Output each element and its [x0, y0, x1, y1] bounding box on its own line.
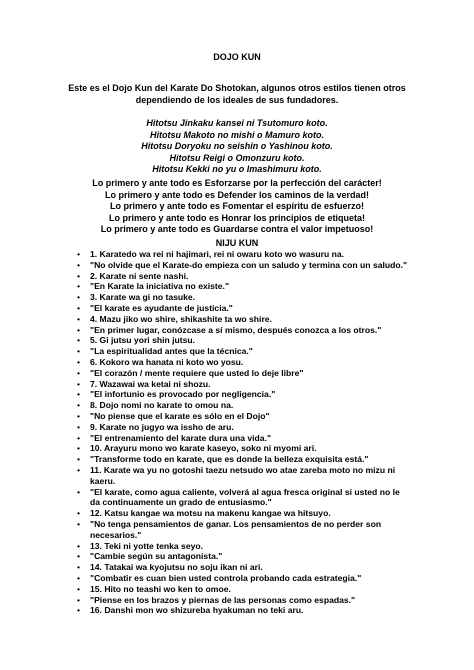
pledge-line: Lo primero y ante todo es Esforzarse por la perfección del carácter!	[92, 178, 382, 188]
dojo-kun-precepts	[60, 118, 414, 176]
bullet-icon: •	[77, 594, 81, 605]
list-item-text: "No piense que el karate es sólo en el Dojo"	[90, 410, 270, 421]
list-item	[77, 378, 410, 390]
list-item-text: 7. Wazawai wa ketai ni shozu.	[90, 378, 211, 389]
bullet-icon: •	[77, 464, 81, 475]
precept-line: Hitotsu Jinkaku kansei ni Tsutomuro koto.	[146, 118, 328, 128]
precept-line: Hitotsu Kekki no yu o Imashimuru koto.	[152, 164, 322, 174]
list-item	[77, 410, 410, 422]
bullet-icon: •	[77, 356, 81, 367]
bullet-icon: •	[77, 486, 81, 497]
bullet-icon: •	[77, 443, 81, 454]
bullet-icon: •	[77, 551, 81, 562]
list-item	[77, 432, 410, 444]
list-item-text: 9. Karate no jugyo wa issho de aru.	[90, 421, 234, 432]
list-item	[77, 572, 410, 584]
list-item-text: 6. Kokoro wa hanata ni koto wo yosu.	[90, 356, 244, 367]
list-item	[77, 389, 410, 400]
bullet-icon: •	[77, 302, 81, 313]
list-item	[77, 443, 410, 454]
list-item	[77, 562, 410, 573]
list-item	[77, 259, 410, 271]
bullet-icon: •	[77, 335, 81, 346]
list-item-text: 12. Katsu kangae wa motsu na makenu kangae wa hitsuyo.	[90, 508, 331, 519]
bullet-icon: •	[77, 583, 81, 594]
bullet-icon: •	[77, 540, 81, 551]
precept-line: Hitotsu Makoto no mishi o Mamuro koto.	[150, 129, 324, 140]
list-item	[77, 583, 410, 595]
list-item	[77, 302, 410, 314]
bullet-icon: •	[77, 378, 81, 389]
bullet-icon: •	[77, 367, 81, 378]
bullet-icon: •	[77, 346, 81, 357]
list-item	[77, 324, 410, 336]
bullet-icon: •	[77, 508, 81, 519]
list-item	[77, 454, 410, 465]
list-item	[77, 464, 410, 487]
bullet-icon: •	[77, 518, 81, 529]
list-item	[77, 335, 410, 346]
list-item-text: "El corazón / mente requiere que usted lo deje libre"	[90, 367, 304, 378]
list-item-text: 3. Karate wa gi no tasuke.	[90, 292, 196, 303]
bullet-icon: •	[77, 421, 81, 432]
bullet-icon: •	[77, 389, 81, 400]
pledge-line: Lo primero y ante todo es Honrar los principios de etiqueta!	[108, 212, 366, 223]
list-item-text: 15. Hito no teashi wo ken to omoe.	[90, 583, 231, 594]
bullet-icon: •	[77, 410, 81, 421]
list-item	[77, 594, 410, 606]
bullet-icon: •	[77, 292, 81, 303]
list-item-text: "No tenga pensamientos de ganar. Los pensamientos de no perder son necesarios."	[90, 518, 382, 540]
list-item	[77, 508, 410, 519]
list-item	[77, 292, 410, 303]
bullet-icon: •	[77, 562, 81, 573]
bullet-icon: •	[77, 259, 81, 270]
list-item-text: "En Karate la iniciativa no existe."	[90, 281, 230, 292]
bullet-icon: •	[77, 400, 81, 411]
pledge-line: Lo primero y ante todo es Fomentar el espíritu de esfuerzo!	[109, 201, 365, 211]
list-item-text: 11. Karate wa yu no gotoshi taezu netsudo wo atae zareba moto no mizu ni kaeru.	[90, 464, 396, 486]
list-item-text: 2. Karate ni sente nashi.	[90, 270, 189, 281]
list-item	[77, 249, 410, 260]
list-item	[77, 281, 410, 292]
list-item-text: "El entrenamiento del karate dura una vida."	[90, 432, 272, 443]
bullet-icon: •	[77, 432, 81, 443]
list-item-text: 8. Dojo nomi no karate to omou na.	[90, 400, 234, 411]
list-item-text: "Cambie según su antagonista."	[90, 551, 223, 562]
list-item	[77, 605, 410, 616]
bullet-icon: •	[77, 324, 81, 335]
list-item-text: "El karate, como agua caliente, volverá al agua fresca original si usted no le da continuamente un grado de entusiasmo."	[90, 486, 400, 508]
bullet-icon: •	[77, 281, 81, 292]
bullet-icon: •	[77, 270, 81, 281]
pledges-block	[40, 178, 434, 236]
list-item-text: "El karate es ayudante de justicia."	[90, 302, 233, 313]
list-item	[77, 356, 410, 368]
intro-line: Este es el Dojo Kun del Karate Do Shotokan, algunos otros estilos tienen otros	[68, 83, 406, 93]
precept-line: Hitotsu Doryoku no seishin o Yashinou koto.	[141, 141, 333, 151]
pledge-line: Lo primero y ante todo es Defender los caminos de la verdad!	[104, 189, 370, 200]
pledge-line: Lo primero y ante todo es Guardarse contra el valor impetuoso!	[100, 224, 374, 234]
list-item	[77, 346, 410, 357]
list-item-text: "La espiritualidad antes que la técnica."	[90, 346, 253, 357]
bullet-icon: •	[77, 249, 81, 259]
list-item	[77, 518, 410, 541]
list-item	[77, 486, 410, 509]
intro-paragraph	[60, 83, 414, 106]
list-item	[77, 551, 410, 562]
bullet-icon: •	[77, 572, 81, 583]
list-item	[77, 540, 410, 552]
list-item-text: 14. Tatakai wa kyojutsu no soju ikan ni ari.	[90, 562, 263, 573]
precept-line: Hitotsu Reigi o Omonzuru koto.	[169, 152, 305, 163]
bullet-icon: •	[77, 605, 81, 616]
list-item	[77, 367, 410, 379]
list-item-text: 10. Arayuru mono wo karate kaseyo, soko ni myomi ari.	[90, 443, 317, 454]
intro-line: dependiendo de los ideales de sus fundadores.	[135, 94, 339, 105]
list-item	[77, 400, 410, 411]
list-item	[77, 313, 410, 325]
list-item-text: "Transforme todo en karate, que es donde la belleza exquisita está."	[90, 454, 369, 465]
list-item	[77, 421, 410, 433]
bullet-icon: •	[77, 313, 81, 324]
list-item-text: "Piense en los brazos y piernas de las personas como espadas."	[90, 594, 356, 605]
page-title: DOJO KUN	[213, 52, 261, 62]
list-item-text: 4. Mazu jiko wo shire, shikashite ta wo shire.	[90, 313, 272, 324]
list-item-text: "Combatir es cuan bien usted controla probando cada estrategia."	[90, 572, 362, 583]
list-item-text: 13. Teki ni yotte tenka seyo.	[90, 540, 204, 551]
list-item-text: 1. Karatedo wa rei ni hajimari, rei ni owaru koto wo wasuru na.	[90, 249, 345, 259]
list-item-text: "El infortunio es provocado por negligencia."	[90, 389, 276, 400]
list-item-text: 5. Gi jutsu yori shin jutsu.	[90, 335, 196, 346]
list-item	[77, 270, 410, 282]
niju-kun-list	[77, 249, 410, 616]
bullet-icon: •	[77, 454, 81, 465]
list-item-text: "No olvide que el Karate-do empieza con un saludo y termina con un saludo."	[90, 259, 408, 270]
list-item-text: "En primer lugar, conózcase a sí mismo, después conozca a los otros."	[90, 324, 382, 335]
niju-kun-title: NIJU KUN	[215, 238, 259, 248]
list-item-text: 16. Danshi mon wo shizureba hyakuman no teki aru.	[90, 605, 304, 616]
